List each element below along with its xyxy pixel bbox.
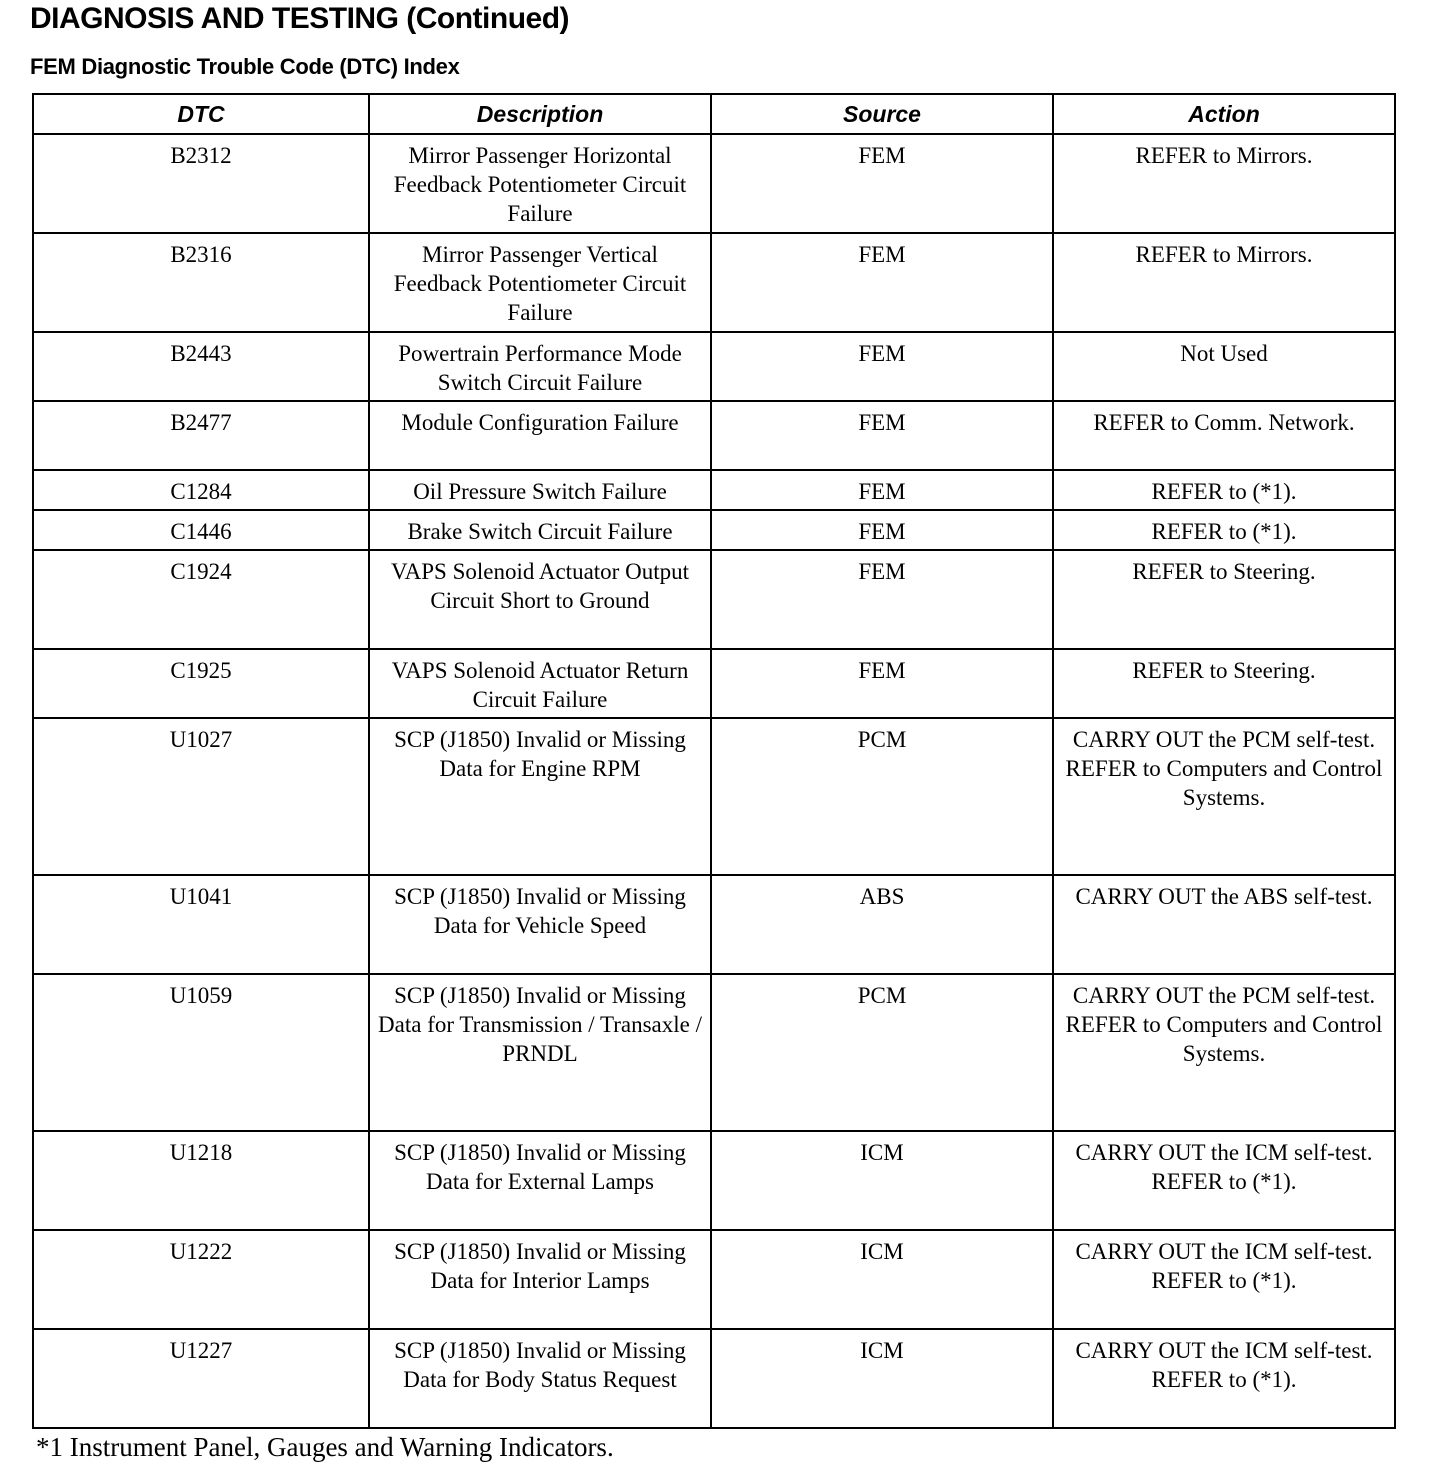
cell-source: FEM: [711, 470, 1053, 510]
table-row: [33, 470, 1395, 510]
cell-source: ICM: [711, 1131, 1053, 1230]
cell-source: ICM: [711, 1230, 1053, 1329]
table-row: [33, 1230, 1395, 1329]
cell-action: REFER to Steering.: [1053, 550, 1395, 649]
cell-source: FEM: [711, 233, 1053, 332]
column-header-description: Description: [369, 94, 711, 134]
cell-source: FEM: [711, 550, 1053, 649]
cell-description: SCP (J1850) Invalid or Missing Data for Interior Lamps: [369, 1230, 711, 1329]
cell-dtc: U1227: [33, 1329, 369, 1428]
cell-dtc: U1222: [33, 1230, 369, 1329]
cell-action: REFER to (*1).: [1053, 470, 1395, 510]
cell-dtc: U1059: [33, 974, 369, 1131]
dtc-index-table: [32, 93, 1396, 1429]
footnote: *1 Instrument Panel, Gauges and Warning Indicators.: [36, 1432, 614, 1462]
table-row: [33, 1329, 1395, 1428]
cell-dtc: C1924: [33, 550, 369, 649]
page-title: DIAGNOSIS AND TESTING (Continued): [30, 2, 570, 35]
cell-source: FEM: [711, 649, 1053, 718]
table-row: [33, 718, 1395, 875]
cell-action: REFER to Steering.: [1053, 649, 1395, 718]
cell-dtc: B2443: [33, 332, 369, 401]
cell-dtc: U1218: [33, 1131, 369, 1230]
cell-source: ICM: [711, 1329, 1053, 1428]
cell-action: CARRY OUT the ICM self-test. REFER to (*1).: [1053, 1329, 1395, 1428]
cell-source: ABS: [711, 875, 1053, 974]
cell-description: VAPS Solenoid Actuator Return Circuit Failure: [369, 649, 711, 718]
cell-source: FEM: [711, 401, 1053, 470]
cell-action: REFER to Mirrors.: [1053, 233, 1395, 332]
table-header-row: [33, 94, 1395, 134]
table-row: [33, 134, 1395, 233]
cell-description: SCP (J1850) Invalid or Missing Data for Transmission / Transaxle / PRNDL: [369, 974, 711, 1131]
cell-description: Brake Switch Circuit Failure: [369, 510, 711, 550]
table-row: [33, 550, 1395, 649]
column-header-action: Action: [1053, 94, 1395, 134]
cell-action: REFER to Mirrors.: [1053, 134, 1395, 233]
cell-source: PCM: [711, 974, 1053, 1131]
cell-description: Oil Pressure Switch Failure: [369, 470, 711, 510]
cell-source: PCM: [711, 718, 1053, 875]
cell-dtc: C1925: [33, 649, 369, 718]
cell-action: CARRY OUT the PCM self-test. REFER to Computers and Control Systems.: [1053, 974, 1395, 1131]
cell-dtc: B2316: [33, 233, 369, 332]
table-row: [33, 332, 1395, 401]
cell-action: CARRY OUT the ICM self-test. REFER to (*1).: [1053, 1230, 1395, 1329]
cell-dtc: C1446: [33, 510, 369, 550]
cell-dtc: B2312: [33, 134, 369, 233]
table-row: [33, 1131, 1395, 1230]
cell-source: FEM: [711, 510, 1053, 550]
cell-description: SCP (J1850) Invalid or Missing Data for External Lamps: [369, 1131, 711, 1230]
table-row: [33, 649, 1395, 718]
table-row: [33, 974, 1395, 1131]
cell-action: Not Used: [1053, 332, 1395, 401]
cell-description: Module Configuration Failure: [369, 401, 711, 470]
cell-dtc: B2477: [33, 401, 369, 470]
table-row: [33, 401, 1395, 470]
cell-dtc: C1284: [33, 470, 369, 510]
cell-dtc: U1041: [33, 875, 369, 974]
cell-action: CARRY OUT the PCM self-test. REFER to Computers and Control Systems.: [1053, 718, 1395, 875]
table-row: [33, 875, 1395, 974]
cell-description: Mirror Passenger Horizontal Feedback Potentiometer Circuit Failure: [369, 134, 711, 233]
cell-action: REFER to Comm. Network.: [1053, 401, 1395, 470]
cell-source: FEM: [711, 332, 1053, 401]
cell-description: SCP (J1850) Invalid or Missing Data for Body Status Request: [369, 1329, 711, 1428]
cell-description: VAPS Solenoid Actuator Output Circuit Short to Ground: [369, 550, 711, 649]
cell-action: REFER to (*1).: [1053, 510, 1395, 550]
table-row: [33, 233, 1395, 332]
table-row: [33, 510, 1395, 550]
cell-action: CARRY OUT the ICM self-test. REFER to (*1).: [1053, 1131, 1395, 1230]
column-header-source: Source: [711, 94, 1053, 134]
column-header-dtc: DTC: [33, 94, 369, 134]
section-title: FEM Diagnostic Trouble Code (DTC) Index: [30, 54, 460, 79]
cell-description: Mirror Passenger Vertical Feedback Potentiometer Circuit Failure: [369, 233, 711, 332]
cell-action: CARRY OUT the ABS self-test.: [1053, 875, 1395, 974]
cell-description: SCP (J1850) Invalid or Missing Data for Vehicle Speed: [369, 875, 711, 974]
cell-dtc: U1027: [33, 718, 369, 875]
cell-description: Powertrain Performance Mode Switch Circuit Failure: [369, 332, 711, 401]
cell-description: SCP (J1850) Invalid or Missing Data for Engine RPM: [369, 718, 711, 875]
cell-source: FEM: [711, 134, 1053, 233]
